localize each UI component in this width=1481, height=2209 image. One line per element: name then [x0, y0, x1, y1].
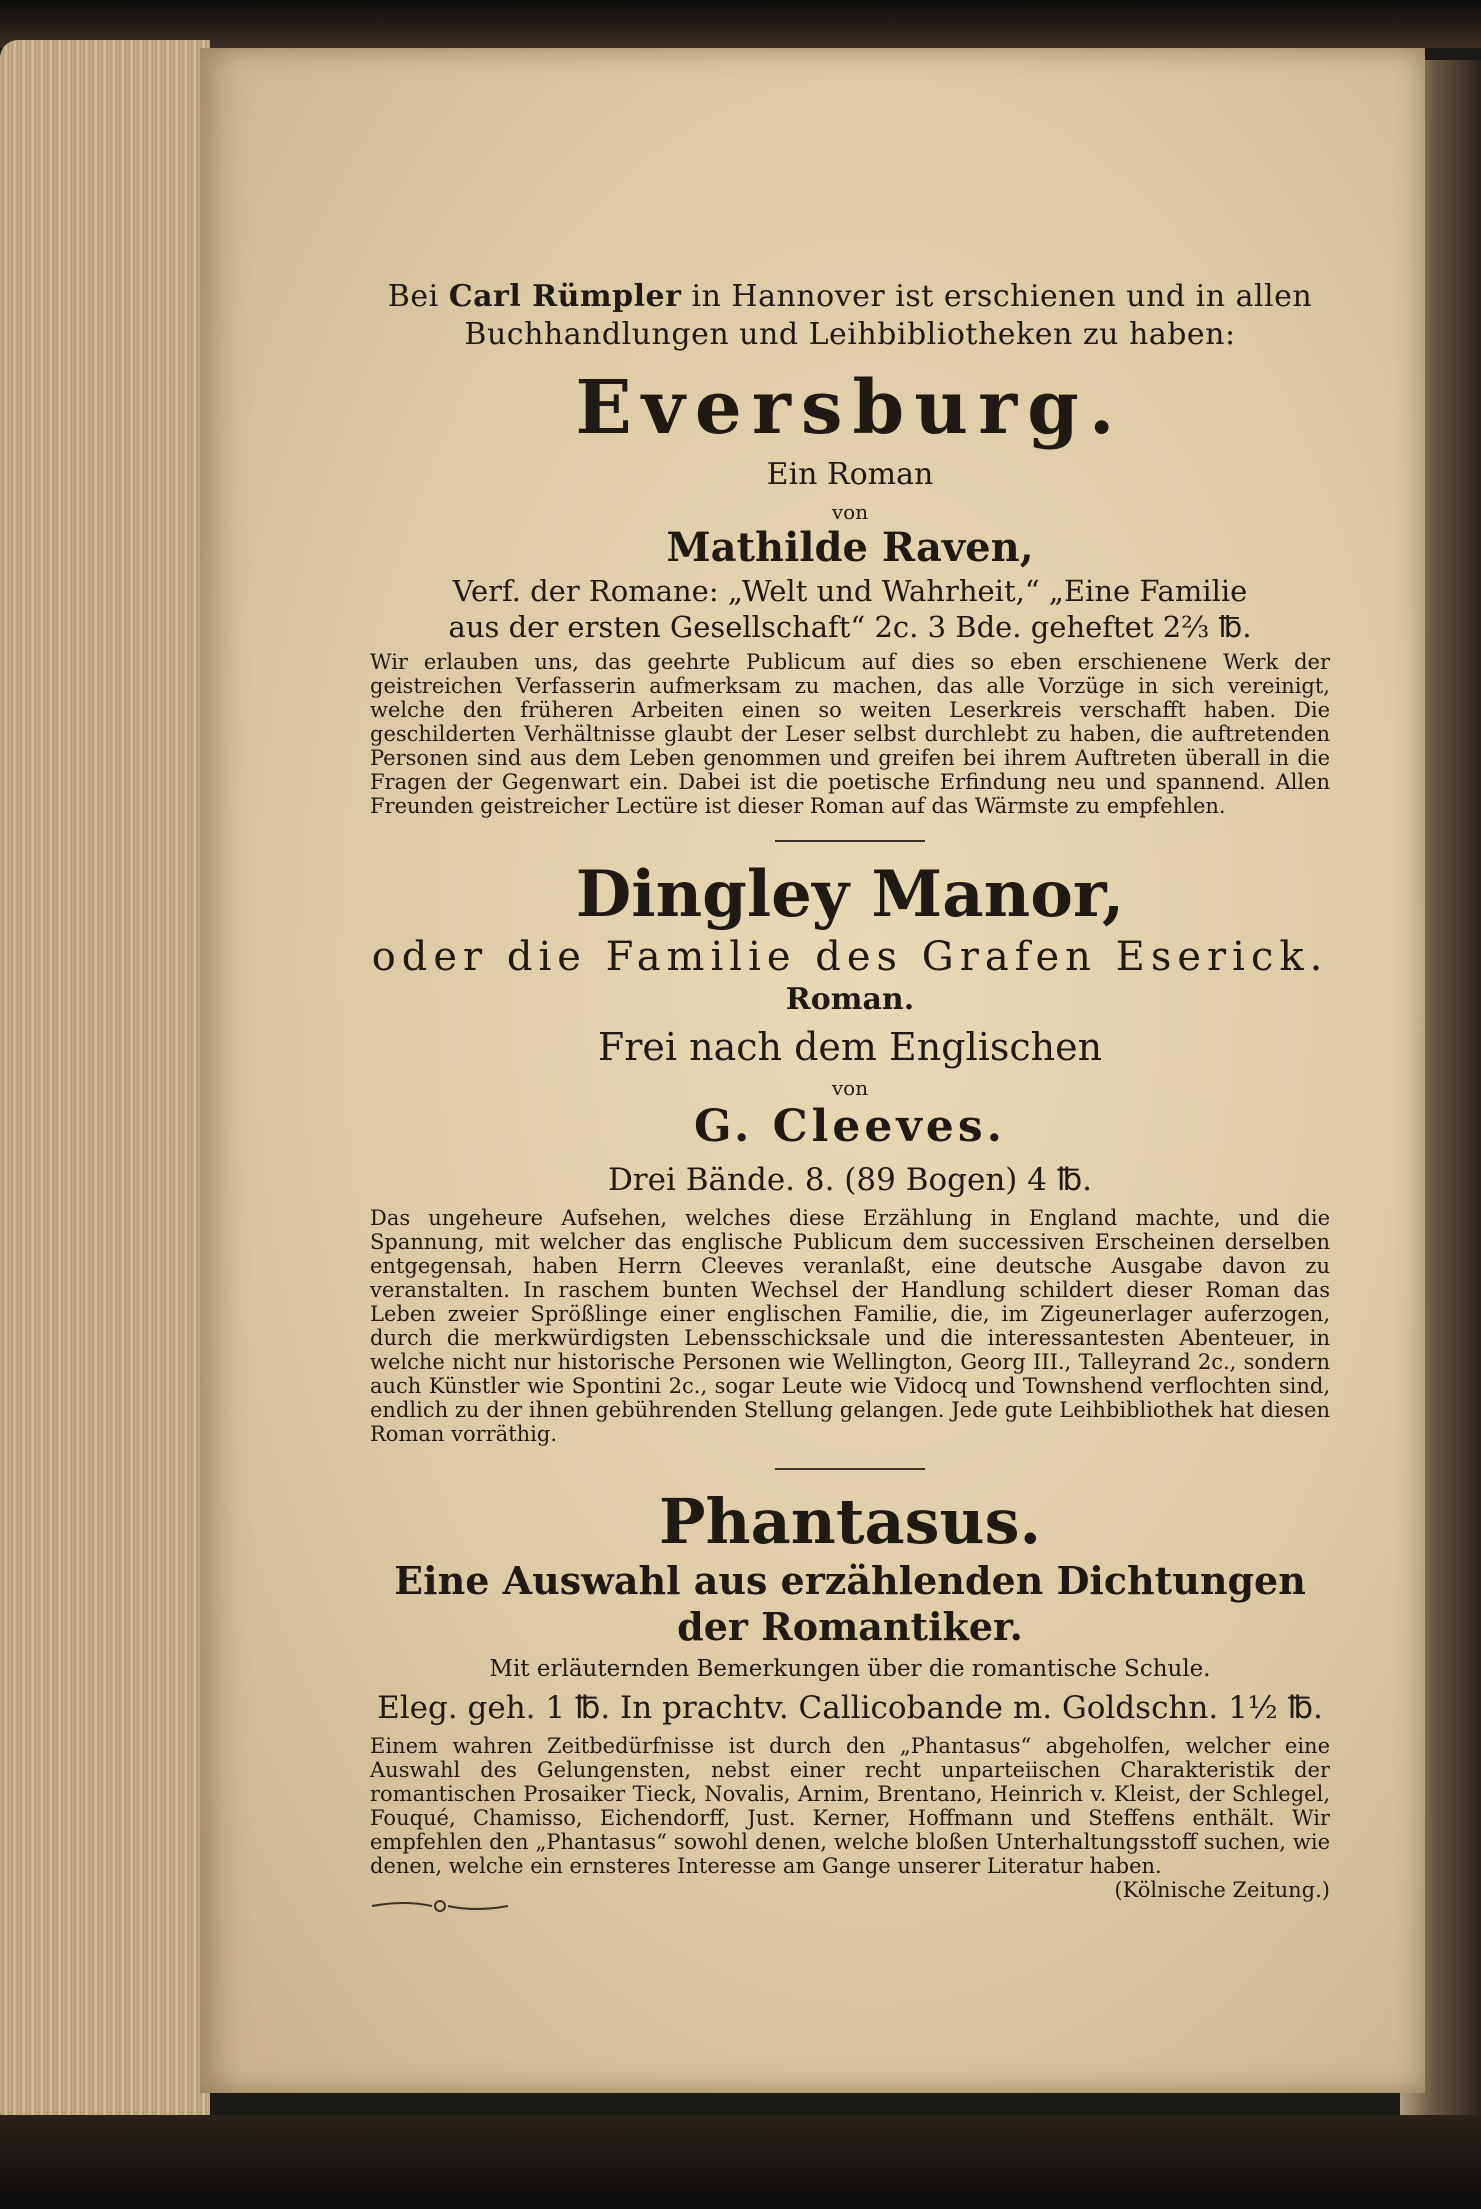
author-raven: Mathilde Raven,	[666, 524, 1034, 571]
price-dingley: Drei Bände. 8. (89 Bogen) 4 ℔.	[607, 1162, 1093, 1198]
genre-roman: Roman.	[785, 982, 915, 1017]
von-dingley: von	[831, 1076, 869, 1100]
subtitle-phantasus: Eine Auswahl aus erzählenden Dichtungen der Romantiker.	[394, 1558, 1306, 1649]
translation-note: Frei nach dem Englischen	[597, 1025, 1103, 1069]
publisher-intro	[370, 278, 1330, 354]
book-bottom-edge	[0, 2115, 1481, 2209]
body-eversburg: Wir erlauben uns, das geehrte Publicum auf dies so eben erschienene Werk der geistreichen Verfasserin aufmerksam zu machen, das alle Vorzüge in sich vereinigt, welche den früheren Arbeiten einen so weiten Leserkreis verschafft haben. Die geschilderten Verhältnisse glaubt der Leser selbst durchlebt zu haben, die auftretenden Personen sind aus dem Leben genommen und greifen bei ihrem Auftreten überall in die Fragen der Gegenwart ein. Dabei ist die poetische Erfindung neu und spannend. Allen Freunden geistreicher Lectüre ist dieser Roman auf das Wärmste zu empfehlen.	[370, 650, 1330, 818]
book-top-edge	[0, 0, 1481, 48]
author-works-line1: Verf. der Romane: „Welt und Wahrheit,“ „Eine Familie	[452, 574, 1248, 608]
ad-eversburg	[370, 278, 1330, 818]
page-stack-edge	[0, 40, 210, 2130]
body-dingley: Das ungeheure Aufsehen, welches diese Erzählung in England machte, und die Spannung, mit welcher das englische Publicum dem successiven Erscheinen derselben entgegensah, haben Herrn Cleeves veranlaßt, eine deutsche Ausgabe davon zu veranstalten. In raschem bunten Wechsel der Handlung schildert dieser Roman das Leben zweier Sprößlinge einer englischen Familie, die, im Zigeunerlager auferzogen, durch die merkwürdigsten Lebensschicksale und die interessantesten Abenteuer, in welche nicht nur historische Personen wie Wellington, Georg III., Talleyrand 2c., sondern auch Künstler wie Spontini 2c., sogar Leute wie Vidocq und Townshend verflochten sind, endlich zu der ihnen gebührenden Stellung gelangen. Jede gute Leihbibliothek hat diesen Roman vorräthig.	[370, 1206, 1330, 1446]
note-phantasus: Mit erläuternden Bemerkungen über die romantische Schule.	[489, 1656, 1211, 1682]
von-eversburg: von	[831, 500, 869, 524]
ad-dingley-manor	[370, 858, 1330, 1446]
body-phantasus	[370, 1734, 1330, 1902]
divider-rule	[775, 840, 925, 842]
advertisement-column	[370, 278, 1330, 1918]
publisher-name: Carl Rümpler	[448, 279, 682, 314]
price-phantasus: Eleg. geh. 1 ℔. In prachtv. Callicobande m. Goldschn. 1½ ℔.	[377, 1690, 1323, 1726]
intro-pre: Bei	[387, 279, 449, 314]
author-works-line2: aus der ersten Gesellschaft“ 2c. 3 Bde. geheftet 2⅔ ℔.	[448, 610, 1252, 644]
book-page	[200, 48, 1425, 2093]
intro-post: in Hannover ist erschienen und in allen Buchhandlungen und Leihbibliotheken zu haben:	[464, 279, 1313, 352]
ad-phantasus	[370, 1485, 1330, 1902]
title-eversburg: Eversburg.	[575, 365, 1125, 451]
source-citation: (Kölnische Zeitung.)	[1114, 1878, 1330, 1902]
divider-rule	[775, 1468, 925, 1470]
ornament-flourish-icon	[370, 1898, 510, 1914]
title-phantasus: Phantasus.	[658, 1485, 1042, 1558]
subtitle-eversburg: Ein Roman	[766, 457, 934, 492]
body-phantasus-text: Einem wahren Zeitbedürfnisse ist durch den „Phantasus“ abgeholfen, welcher eine Auswahl des Gelungensten, nebst einer recht unparteiischen Charakteristik der romantischen Prosaiker Tieck, Novalis, Arnim, Brentano, Heinrich v. Kleist, der Schlegel, Fouqué, Chamisso, Eichendorff, Just. Kerner, Hoffmann und Steffens enthält. Wir empfehlen den „Phantasus“ sowohl denen, welche bloßen Unterhaltungsstoff suchen, wie denen, welche ein ernsteres Interesse am Gange unserer Literatur haben.	[370, 1734, 1330, 1878]
subtitle-dingley-manor: oder die Familie des Grafen Eserick.	[371, 934, 1329, 980]
author-cleeves: G. Cleeves.	[693, 1101, 1007, 1152]
title-dingley-manor: Dingley Manor,	[575, 857, 1125, 932]
